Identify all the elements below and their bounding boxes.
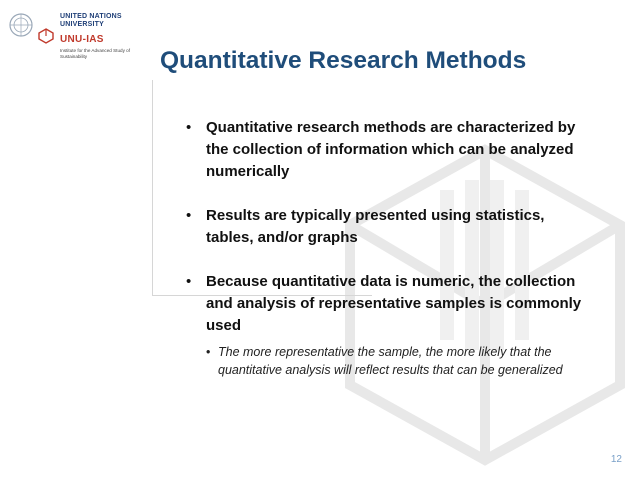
sub-bullet-item	[186, 343, 596, 379]
bullet-item	[186, 205, 596, 249]
bullet-marker: •	[186, 273, 192, 290]
bullet-item	[186, 117, 596, 183]
bullet-text: Quantitative research methods are characterized by the collection of information which can be analyzed numerically	[206, 119, 576, 180]
slide-title: Quantitative Research Methods	[160, 47, 527, 74]
page-number: 12	[610, 454, 622, 465]
bullet-item	[186, 271, 596, 337]
org-name-line2: UNIVERSITY	[60, 21, 105, 28]
slide-content	[186, 117, 596, 379]
institute-name: UNU-IAS	[60, 34, 104, 45]
bullet-marker: •	[186, 207, 192, 224]
sub-bullet-text: The more representative the sample, the more likely that the quantitative analysis will reflect results that can be generalized	[218, 345, 563, 377]
decorative-vertical-rule	[152, 80, 153, 295]
org-name-line1: UNITED NATIONS	[60, 13, 122, 20]
unu-mark-icon	[38, 28, 54, 44]
bullet-text: Because quantitative data is numeric, the collection and analysis of representative samples is commonly used	[206, 273, 582, 334]
bullet-marker: •	[186, 119, 192, 136]
un-university-wordmark	[60, 13, 150, 29]
un-emblem-icon	[8, 12, 34, 38]
institute-subtitle: Institute for the Advanced Study of Sustainability	[60, 48, 130, 59]
bullet-text: Results are typically presented using statistics, tables, and/or graphs	[206, 207, 545, 246]
sub-bullet-marker: •	[206, 345, 211, 359]
